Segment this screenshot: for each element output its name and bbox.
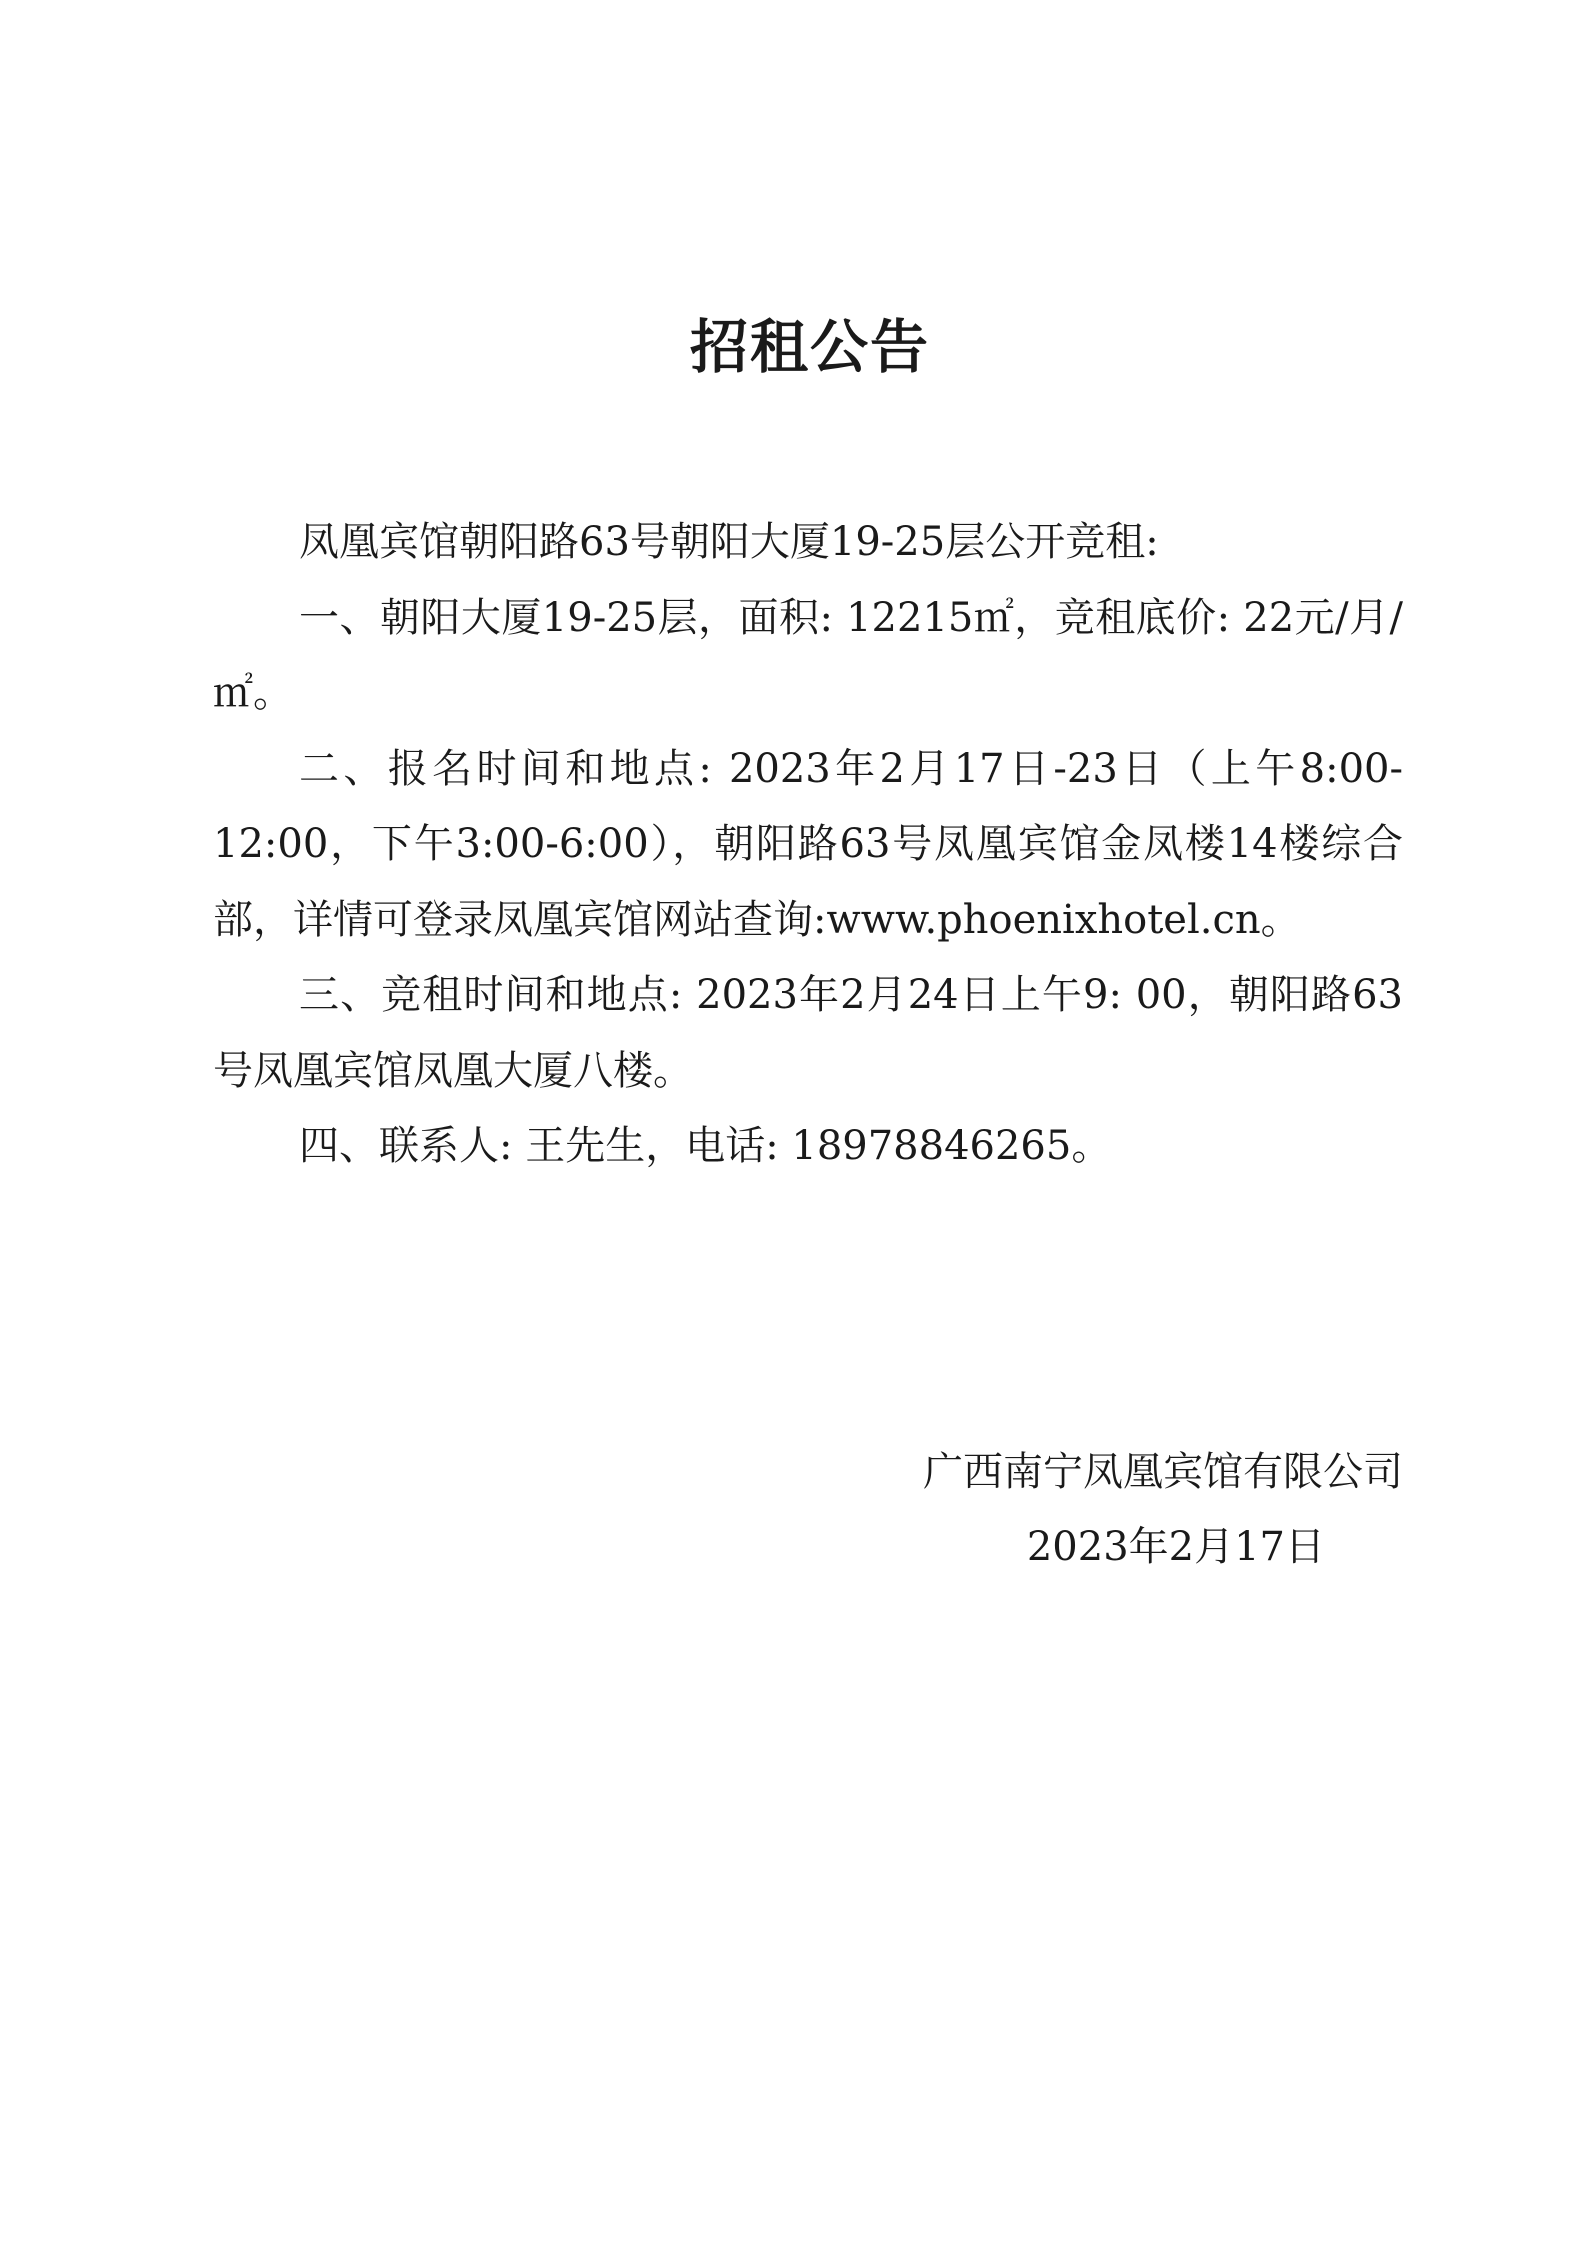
signature-block: [860, 1435, 1403, 1585]
document-body: [213, 505, 1403, 1185]
item-1-area-price: 一、朝阳大厦19-25层，面积: 12215㎡，竞租底价: 22元/月/㎡。: [213, 594, 1403, 716]
item-3-bidding: 三、竞租时间和地点: 2023年2月24日上午9: 00，朝阳路63号凤凰宾馆凤凰大厦八楼。: [213, 972, 1403, 1094]
signature-company: 广西南宁凤凰宾馆有限公司: [923, 1449, 1403, 1495]
signature-date: 2023年2月17日: [1026, 1524, 1325, 1570]
item-2-registration: 二、报名时间和地点: 2023年2月17日-23日（上午8:00-12:00，下午3:00-6:00），朝阳路63号凤凰宾馆金凤楼14楼综合部，详情可登录凤凰宾馆网站查询:www.phoenixhotel.cn。: [213, 745, 1403, 943]
page-title: 招租公告: [689, 313, 930, 381]
intro-paragraph: 凤凰宾馆朝阳路63号朝阳大厦19-25层公开竞租:: [299, 519, 1159, 565]
item-4-contact: 四、联系人: 王先生，电话: 18978846265。: [299, 1123, 1112, 1169]
